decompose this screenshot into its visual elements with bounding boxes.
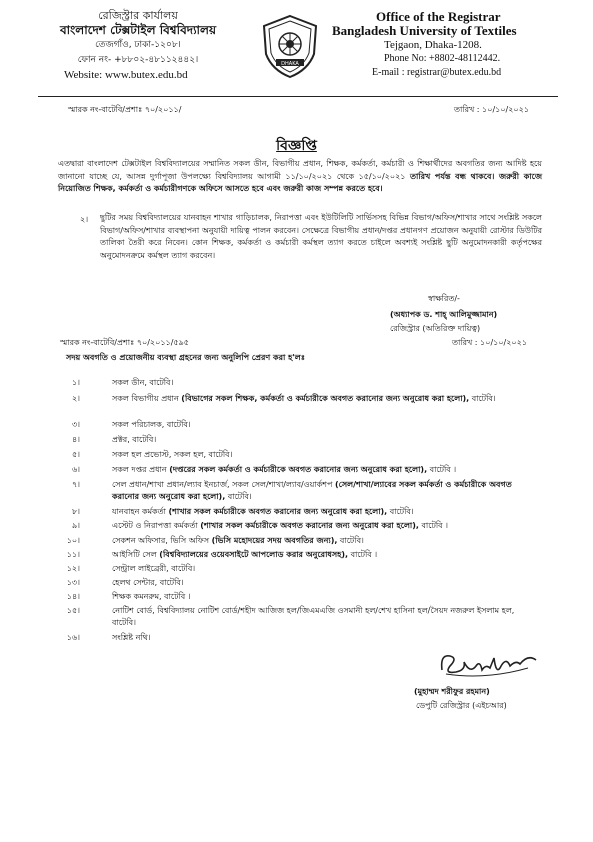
memo-date: তারিখ : ১০/১০/২০২১ (454, 105, 530, 114)
copy-item (112, 377, 522, 389)
university-name-en: Bangladesh University of Textiles (332, 23, 517, 38)
copy-item (112, 577, 522, 589)
copy-item-text: সেকশন অফিসার, ভিসি অফিস (112, 536, 212, 545)
copy-item (112, 563, 522, 575)
phone-bn: ফোন নং- +৮৮০২-৪৮১১২৪৪২। (77, 55, 199, 65)
copy-heading: সদয় অবগতি ও প্রয়োজনীয় ব্যবস্থা গ্রহনের জন্য অনুলিপি প্রেরণ করা হ'লঃ (66, 353, 306, 362)
copy-item-suffix: বাটেবি। (469, 394, 496, 403)
signatory-2-name: (মুহাম্মদ শরীফুর রহমান) (414, 687, 490, 696)
copy-item (112, 591, 522, 603)
address-bn: তেজগাঁও, ঢাকা-১২০৮। (95, 40, 181, 50)
handwritten-signature (436, 644, 546, 684)
university-logo (258, 14, 322, 80)
copy-item-number: ১০। (66, 536, 80, 545)
copy-item-text: এস্টেট ও নিরাপত্তা কর্মকর্তা (112, 521, 201, 530)
copy-item-bold-note: (বিভাগের সকল শিক্ষক, কর্মকর্তা ও কর্মচারীকে অবগত করানোর জন্য অনুরোধ করা হলো), (181, 394, 470, 403)
copy-item (112, 393, 522, 405)
copy-item-text: সেল প্রধান/শাখা প্রধান/ল্যাব ইনচার্জ, সকল সেল/শাখা/ল্যাব/ওয়ার্কশপ (112, 480, 335, 489)
copy-item-number: ১১। (66, 550, 80, 559)
notice-paragraph-2: ছুটির সময় বিশ্ববিদ্যালয়ের যানবাহন শাখার গাড়িচালক, নিরাপত্তা এবং ইউটিলিটি সার্ভিসসহ বিভিন্ন বিভাগ/অফিস/শাখার সাথে সংশ্লিষ্ট সকলে বিভাগ/অফিস/শাখার ব্যবস্থাপনা অনুযায়ী দায়িত্ব পালন করবেন। সেক্ষেত্রে বিভাগীয় প্রধান/দপ্তর প্রধানগণ প্রয়োজন অনুযায়ী রোস্টার ডিউটির তালিকা তৈরী করে নিবেন। কোন শিক্ষক, কর্মকর্তা ও কর্মচারী কর্মস্থল ত্যাগ করতে চাইলে অবশ্যই সংশ্লিষ্ট ছুটি অনুমোদনকারী কর্তৃপক্ষের অনুমোদনক্রমে কর্মস্থল ত্যাগ করবেন। (100, 213, 542, 260)
copy-item (112, 434, 522, 446)
copy-item-text: হেলথ সেন্টার, বাটেবি। (112, 578, 184, 587)
copy-item-suffix: বাটেবি। (387, 507, 414, 516)
copy-item-text: সকল বিভাগীয় প্রধান (112, 394, 182, 403)
copy-item (112, 632, 522, 644)
paragraph-1-bold: তারিখ পর্যন্ত বন্ধ থাকবে। জরুরী কাজে নিয়োজিত শিক্ষক, কর্মকর্তা ও কর্মচারীগণকে অফিসে আসতে হবে এবং জরুরী কাজ সম্পন্ন করতে হবে। (58, 171, 542, 193)
copy-item-number: ১৬। (66, 633, 80, 642)
logo-text: DHAKA (281, 61, 299, 67)
copy-item-bold-note: (ভিসি মহোদয়ের সদয় অবগতির জন্য), (211, 536, 338, 545)
office-name-bn: রেজিস্ট্রার কার্যালয় (98, 9, 178, 22)
copy-item-suffix: বাটেবি । (418, 521, 448, 530)
copy-item-text: সকল পরিচালক, বাটেবি। (112, 420, 191, 429)
header-bangla-block (48, 8, 228, 83)
copy-item-text: শিক্ষক কমনরুম, বাটেবি । (112, 592, 191, 601)
memo-2-reference: স্মারক নং-বাটেবি/প্রশাঃ ৭০/২০১১/৫৯৫ (60, 338, 189, 347)
copy-item-number: ৬। (71, 465, 80, 474)
copy-item-text: সকল হল প্রভোস্ট, সকল হল, বাটেবি। (112, 450, 233, 459)
copy-item-bold-note: (শাখার সকল কর্মচারীকে অবগত করানোর জন্য অনুরোধ করা হলো), (200, 521, 419, 530)
copy-item-number: ৭। (71, 480, 80, 489)
copy-item-number: ১৫। (66, 606, 80, 615)
signatory-2-designation: ডেপুটি রেজিস্ট্রার (এইচআর) (416, 701, 507, 710)
copy-item-text: সংশ্লিষ্ট নথি। (112, 633, 151, 642)
paragraph-1-text: এতদ্বারা বাংলাদেশ টেক্সটাইল বিশ্ববিদ্যালয়ের সম্মানিত সকল ডীন, বিভাগীয় প্রধান, শিক্ষক, কর্মকর্তা, কর্মচারী ও শিক্ষার্থীদের অবগতির জন্য আদিষ্ট হয়ে জানানো যাচ্ছে যে, আসন্ন দুর্গাপূজা উপলক্ষ্যে বিশ্ববিদ্যালয় আগামী ১১/১০/২০২১ থেকে ১৫/১০/২০২১ (58, 159, 542, 181)
copy-item-bold-note: (শাখার সকল কর্মচারীকে অবগত করানোর জন্য অনুরোধ করা হলো), (168, 507, 388, 516)
copy-item (112, 479, 522, 503)
copy-item (112, 464, 522, 476)
university-name-bn: বাংলাদেশ টেক্সটাইল বিশ্ববিদ্যালয় (59, 23, 217, 37)
copy-item-bold-note: (দপ্তরের সকল কর্মকর্তা ও কর্মচারীকে অবগত করানোর জন্য অনুরোধ করা হলো), (169, 465, 428, 474)
website-text: Website: www.butex.edu.bd (64, 69, 188, 81)
copy-item-number: ১৪। (66, 592, 80, 601)
copy-item (112, 449, 522, 461)
notice-title (0, 134, 593, 158)
copy-item-number: ১২। (66, 564, 80, 573)
copy-item-text: প্রক্টর, বাটেবি। (112, 435, 157, 444)
notice-title-text: বিজ্ঞপ্তি (276, 138, 317, 154)
header-divider (38, 96, 558, 97)
paragraph-2-number: ২। (80, 215, 89, 224)
copy-item-number: ১। (71, 378, 80, 387)
phone-en: Phone No: +8802-48112442. (384, 53, 501, 64)
copy-item-text: সকল ডীন, বাটেবি। (112, 378, 174, 387)
header-english-block (332, 10, 572, 80)
copy-item-number: ৪। (71, 435, 80, 444)
memo-reference: স্মারক নং-বাটেবি/প্রশাঃ ৭০/২০১১/ (68, 105, 182, 114)
copy-item-text: আইসিটি সেল (112, 550, 160, 559)
copy-item-number: ৩। (71, 420, 80, 429)
signatory-1-name: (অধ্যাপক ড. শাহ্ আলিমুজ্জামান) (390, 310, 498, 319)
copy-item-text: যানবাহন কর্মকর্তা (112, 507, 169, 516)
copy-item-suffix: বাটেবি। (225, 492, 252, 501)
copy-item (112, 520, 522, 532)
address-en: Tejgaon, Dhaka-1208. (384, 39, 482, 51)
notice-paragraph-1 (58, 158, 542, 196)
copy-item-number: ১৩। (66, 578, 80, 587)
copy-item-text: সকল দপ্তর প্রধান (112, 465, 170, 474)
copy-item-suffix: বাটেবি। (337, 536, 364, 545)
signatory-1-designation: রেজিস্ট্রার (অতিরিক্ত দায়িত্ব) (390, 324, 481, 333)
copy-item (112, 549, 522, 561)
copy-item (112, 535, 522, 547)
copy-item (112, 506, 522, 518)
copy-item-text: সেন্ট্রাল লাইব্রেরী, বাটেবি। (112, 564, 196, 573)
copy-item (112, 419, 522, 431)
memo-2-date: তারিখ : ১০/১০/২০২১ (452, 338, 528, 347)
copy-item-text: নোটিশ বোর্ড, বিশ্ববিদ্যালয় নোটিশ বোর্ড/শহীদ আজিজ হল/জিএমএজি ওসমানী হল/শেখ হাসিনা হল/সৈয়দ নজরুল ইসলাম হল, বাটেবি। (112, 606, 515, 627)
copy-item-suffix: বাটেবি । (348, 550, 378, 559)
office-name-en: Office of the Registrar (376, 9, 501, 24)
copy-item-number: ৫। (71, 450, 80, 459)
email-en: E-mail : registrar@butex.edu.bd (372, 67, 502, 78)
copy-item-suffix: বাটেবি । (427, 465, 457, 474)
copy-item-number: ২। (71, 394, 80, 403)
copy-item-bold-note: (বিশ্ববিদ্যালয়ের ওয়েবসাইটে আপলোড করার অনুরোধসহ), (159, 550, 349, 559)
copy-item-number: ৮। (71, 507, 80, 516)
copy-item-bold-note: (সেল/শাখা/ল্যাবের সকল কর্মকর্তা ও কর্মচারীকে অবগত করানোর জন্য অনুরোধ করা হলো), (112, 480, 512, 501)
copy-item (112, 605, 522, 629)
copy-item-number: ৯। (71, 521, 80, 530)
signed-label: স্বাক্ষরিত/- (428, 294, 460, 303)
